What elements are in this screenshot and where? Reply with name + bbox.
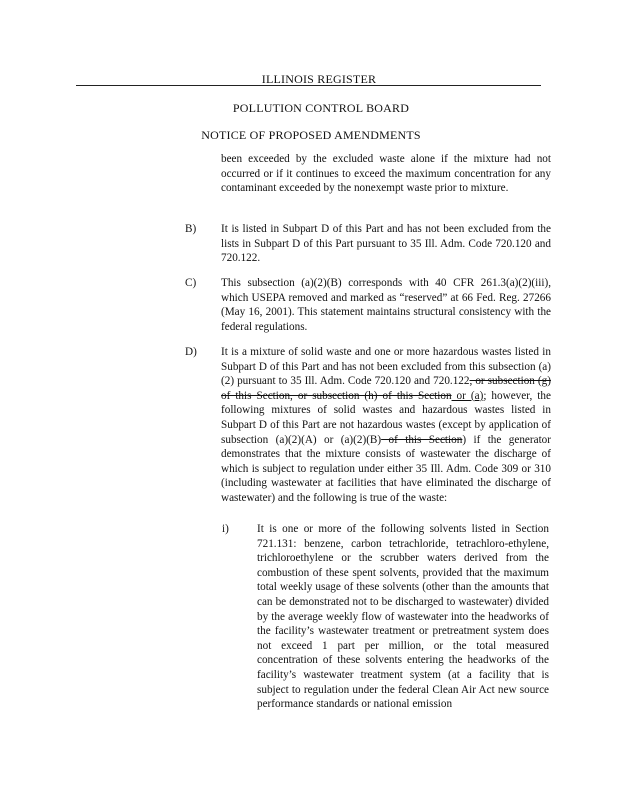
deleted-text-2: of this Section	[381, 433, 463, 446]
subsection-b-text: It is listed in Subpart D of this Part and has not been excluded from the lists in Subpart D of this Part pursuant to 35 Ill. Adm. Code 720.120 and 720.122.	[221, 223, 551, 265]
notice-title: NOTICE OF PROPOSED AMENDMENTS	[201, 128, 421, 142]
continued-paragraph: been exceeded by the excluded waste alone if the mixture had not occurred or if it continues to exceed the maximum concentration for any contaminant exceeded by the nonexempt waste prior to mixture.	[221, 153, 551, 195]
subsection-d-text-3: ) if the generator demonstrates that the mixture consists of wastewater the discharge of which is subject to regulation under either 35 Ill. Adm. Code 309 or 310 (including wastewater at facilities that have eliminated the discharge of wastewater) and the following is true of the waste:	[221, 433, 551, 504]
board-title: POLLUTION CONTROL BOARD	[232, 101, 410, 115]
subsection-d-text-2: ; however, the following mixtures of solid wastes and hazardous wastes listed in Subpart D of this Part are not hazardous wastes (except by application of subsection (a)(2)(A) or (a)(2)(B)	[221, 389, 551, 446]
subsection-i-text: It is one or more of the following solvents listed in Section 721.131: benzene, carbon tetrachloride, tetrachloro-ethylene, trichloroethylene or the scrubber waters derived from the combustion of these spent solvents, provided that the maximum total weekly usage of these solvents (other than the amounts that can be demonstrated not to be discharged to wastewater) divided by the average weekly flow of wastewater into the headworks of the facility’s wastewater treatment or pretreatment system does not exceed 1 part per million, or the total measured concentration of these solvents entering the headworks of the facility’s wastewater treatment system (at a facility that is subject to regulation under the federal Clean Air Act new source performance standards or national emission	[257, 523, 549, 711]
subsection-c-text: This subsection (a)(2)(B) corresponds with 40 CFR 261.3(a)(2)(iii), which USEPA removed and marked as “reserved” at 66 Fed. Reg. 27266 (May 16, 2001). This statement maintains structural consistency with the federal regulations.	[221, 277, 551, 333]
subsection-i-label: i)	[222, 523, 229, 535]
subsection-d-text	[221, 345, 551, 506]
subsection-c-label: C)	[185, 277, 197, 289]
subsection-d-text-1: It is a mixture of solid waste and one or more hazardous wastes listed in Subpart D of this Part and has not been excluded from this subsection (a)(2) pursuant to 35 Ill. Adm. Code 720.120 and 720.122	[221, 346, 551, 388]
inserted-text-1: or (a)	[451, 389, 484, 402]
deleted-text-1: , or subsection (g) of this Section, or subsection (h) of this Section	[221, 375, 551, 402]
subsection-b-label: B)	[185, 223, 197, 235]
subsection-d-label: D)	[185, 346, 197, 358]
register-title: ILLINOIS REGISTER	[261, 72, 377, 86]
